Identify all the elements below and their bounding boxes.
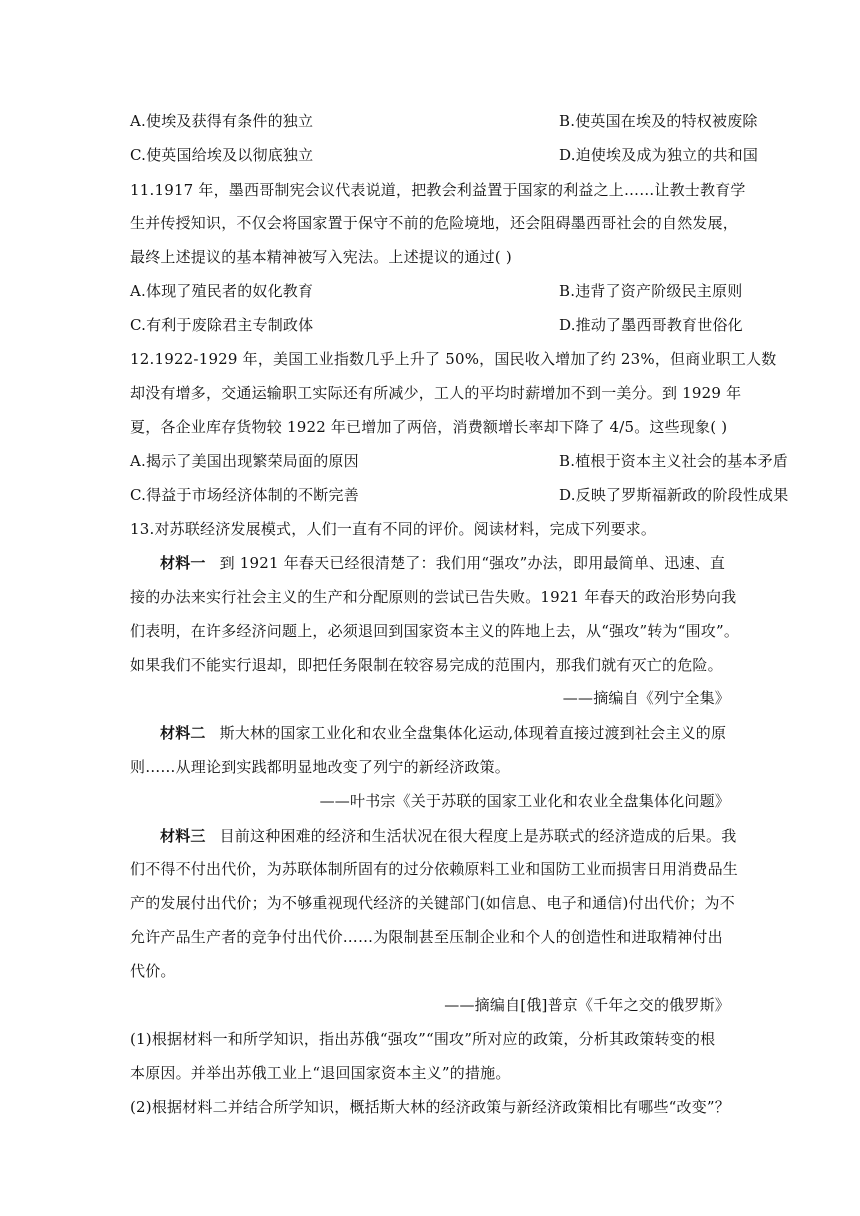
q10-option-row-1 bbox=[130, 111, 758, 131]
material1-text-1: 到 1921 年春天已经很清楚了：我们用“强攻”办法，即用最简单、迅速、直 bbox=[219, 554, 726, 572]
q13-stem: 13.对苏联经济发展模式，人们一直有不同的评价。阅读材料，完成下列要求。 bbox=[130, 520, 657, 538]
material3-source: ——摘编自[俄]普京《千年之交的俄罗斯》 bbox=[444, 996, 730, 1014]
q12-option-b: B.植根于资本主义社会的基本矛盾 bbox=[559, 452, 788, 470]
q11-stem-line-2: 生并传授知识，不仅会将国家置于保守不前的危险境地，还会阻碍墨西哥社会的自然发展， bbox=[130, 214, 739, 232]
material1-line-4: 如果我们不能实行退却，即把任务限制在较容易完成的范围内，那我们就有灭亡的危险。 bbox=[130, 656, 723, 674]
q12-stem-line-2: 却没有增多，交通运输职工实际还有所减少，工人的平均时薪增加不到一美分。到 1929 年 bbox=[130, 384, 742, 402]
q11-option-row-1 bbox=[130, 281, 743, 301]
q12-option-row-2 bbox=[130, 485, 789, 505]
material1-line-1 bbox=[160, 553, 730, 573]
q12-option-row-1 bbox=[130, 451, 788, 471]
material1-label: 材料一 bbox=[160, 554, 206, 572]
q10-option-d: D.迫使埃及成为独立的共和国 bbox=[559, 146, 759, 164]
q12-option-c: C.得益于市场经济体制的不断完善 bbox=[130, 486, 359, 504]
q11-option-c: C.有利于废除君主专制政体 bbox=[130, 316, 314, 334]
q11-option-b: B.违背了资产阶级民主原则 bbox=[559, 282, 743, 300]
q11-option-d: D.推动了墨西哥教育世俗化 bbox=[559, 316, 743, 334]
material1-source: ——摘编自《列宁全集》 bbox=[562, 689, 730, 707]
q12-stem-line-3: 夏，各企业库存货物较 1922 年已增加了两倍，消费额增长率却下降了 4/5。这些现象( ) bbox=[130, 418, 728, 436]
material2-source: ——叶书宗《关于苏联的国家工业化和农业全盘集体化问题》 bbox=[319, 792, 730, 810]
material2-label: 材料二 bbox=[160, 724, 206, 742]
q12-option-a: A.揭示了美国出现繁荣局面的原因 bbox=[130, 452, 359, 470]
material3-line-3: 产的发展付出代价；为不够重视现代经济的关键部门(如信息、电子和通信)付出代价；为不 bbox=[130, 894, 735, 912]
material3-line-5: 代价。 bbox=[130, 962, 176, 980]
q12-option-d: D.反映了罗斯福新政的阶段性成果 bbox=[559, 486, 789, 504]
q10-option-row-2 bbox=[130, 145, 759, 165]
q10-option-c: C.使英国给埃及以彻底独立 bbox=[130, 146, 314, 164]
material1-line-3: 们表明，在许多经济问题上，必须退回到国家资本主义的阵地上去，从“强攻”转为“围攻”。 bbox=[130, 622, 740, 640]
q13-subquestion-2: (2)根据材料二并结合所学知识，概括斯大林的经济政策与新经济政策相比有哪些“改变”？ bbox=[130, 1098, 730, 1116]
material1-line-2: 接的办法来实行社会主义的生产和分配原则的尝试已告失败。1921 年春天的政治形势向我 bbox=[130, 588, 737, 606]
q12-stem-line-1: 12.1922-1929 年，美国工业指数几乎上升了 50%，国民收入增加了约 23%，但商业职工人数 bbox=[130, 350, 777, 368]
q11-stem-line-1: 11.1917 年，墨西哥制宪会议代表说道，把教会利益置于国家的利益之上……让教士教育学 bbox=[130, 181, 746, 199]
material2-line-2: 则……从理论到实践都明显地改变了列宁的新经济政策。 bbox=[130, 758, 511, 776]
q10-option-a: A.使埃及获得有条件的独立 bbox=[130, 112, 314, 130]
material3-text-1: 目前这种困难的经济和生活状况在很大程度上是苏联式的经济造成的后果。我 bbox=[219, 827, 737, 845]
q13-subquestion-1-line-2: 本原因。并举出苏俄工业上“退回国家资本主义”的措施。 bbox=[130, 1064, 511, 1082]
material3-line-1 bbox=[160, 826, 737, 846]
material3-label: 材料三 bbox=[160, 827, 206, 845]
q11-stem-line-3: 最终上述提议的基本精神被写入宪法。上述提议的通过( ) bbox=[130, 248, 512, 266]
q11-option-a: A.体现了殖民者的奴化教育 bbox=[130, 282, 314, 300]
q10-option-b: B.使英国在埃及的特权被废除 bbox=[559, 112, 758, 130]
material3-line-2: 们不得不付出代价，为苏联体制所固有的过分依赖原料工业和国防工业而损害日用消费品生 bbox=[130, 860, 739, 878]
material2-line-1 bbox=[160, 723, 730, 743]
material3-line-4: 允许产品生产者的竞争付出代价……为限制甚至压制企业和个人的创造性和进取精神付出 bbox=[130, 928, 723, 946]
material2-text-1: 斯大林的国家工业化和农业全盘集体化运动,体现着直接过渡到社会主义的原 bbox=[219, 724, 727, 742]
q11-option-row-2 bbox=[130, 315, 743, 335]
q13-subquestion-1-line-1: (1)根据材料一和所学知识，指出苏俄“强攻”“围攻”所对应的政策，分析其政策转变的根 bbox=[130, 1030, 716, 1048]
